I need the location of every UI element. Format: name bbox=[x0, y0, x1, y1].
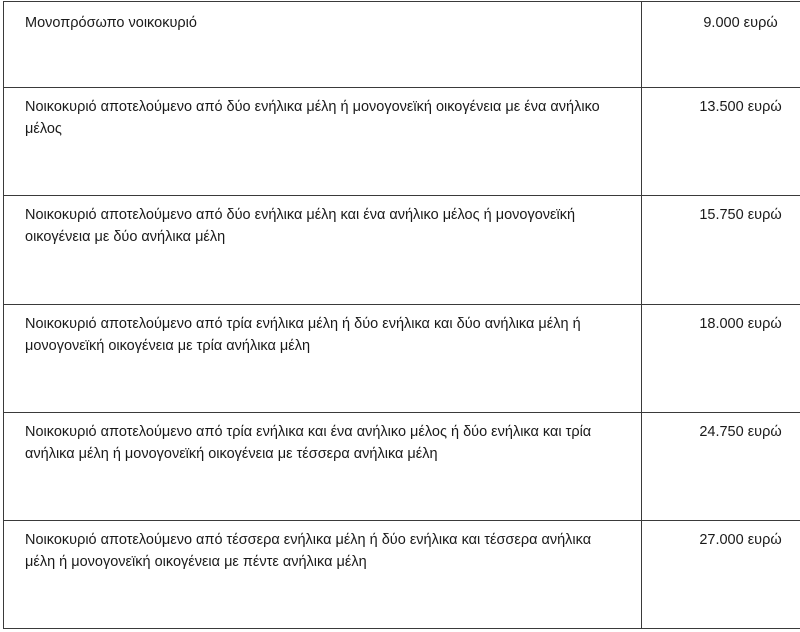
household-description: Νοικοκυριό αποτελούμενο από δύο ενήλικα μέλη ή μονογονεϊκή οικογένεια με ένα ανήλικο μέλος bbox=[4, 88, 642, 196]
income-amount: 27.000 ευρώ bbox=[642, 521, 800, 629]
household-description: Νοικοκυριό αποτελούμενο από τρία ενήλικα και ένα ανήλικο μέλος ή δύο ενήλικα και τρία ανήλικα μέλη ή μονογονεϊκή οικογένεια με τέσσερα ανήλικα μέλη bbox=[4, 412, 642, 520]
income-amount: 13.500 ευρώ bbox=[642, 88, 800, 196]
household-description: Μονοπρόσωπο νοικοκυριό bbox=[4, 2, 642, 88]
income-amount: 18.000 ευρώ bbox=[642, 304, 800, 412]
table-row bbox=[4, 412, 800, 520]
table-row bbox=[4, 2, 800, 88]
household-description: Νοικοκυριό αποτελούμενο από τρία ενήλικα μέλη ή δύο ενήλικα και δύο ανήλικα μέλη ή μονογονεϊκή οικογένεια με τρία ανήλικα μέλη bbox=[4, 304, 642, 412]
income-threshold-table bbox=[3, 1, 800, 629]
income-amount: 9.000 ευρώ bbox=[642, 2, 800, 88]
table-row bbox=[4, 521, 800, 629]
table-row bbox=[4, 88, 800, 196]
income-amount: 15.750 ευρώ bbox=[642, 196, 800, 304]
income-amount: 24.750 ευρώ bbox=[642, 412, 800, 520]
household-description: Νοικοκυριό αποτελούμενο από δύο ενήλικα μέλη και ένα ανήλικο μέλος ή μονογονεϊκή οικογένεια με δύο ανήλικα μέλη bbox=[4, 196, 642, 304]
table-row bbox=[4, 304, 800, 412]
table-row bbox=[4, 196, 800, 304]
household-description: Νοικοκυριό αποτελούμενο από τέσσερα ενήλικα μέλη ή δύο ενήλικα και τέσσερα ανήλικα μέλη ή μονογονεϊκή οικογένεια με πέντε ανήλικα μέλη bbox=[4, 521, 642, 629]
